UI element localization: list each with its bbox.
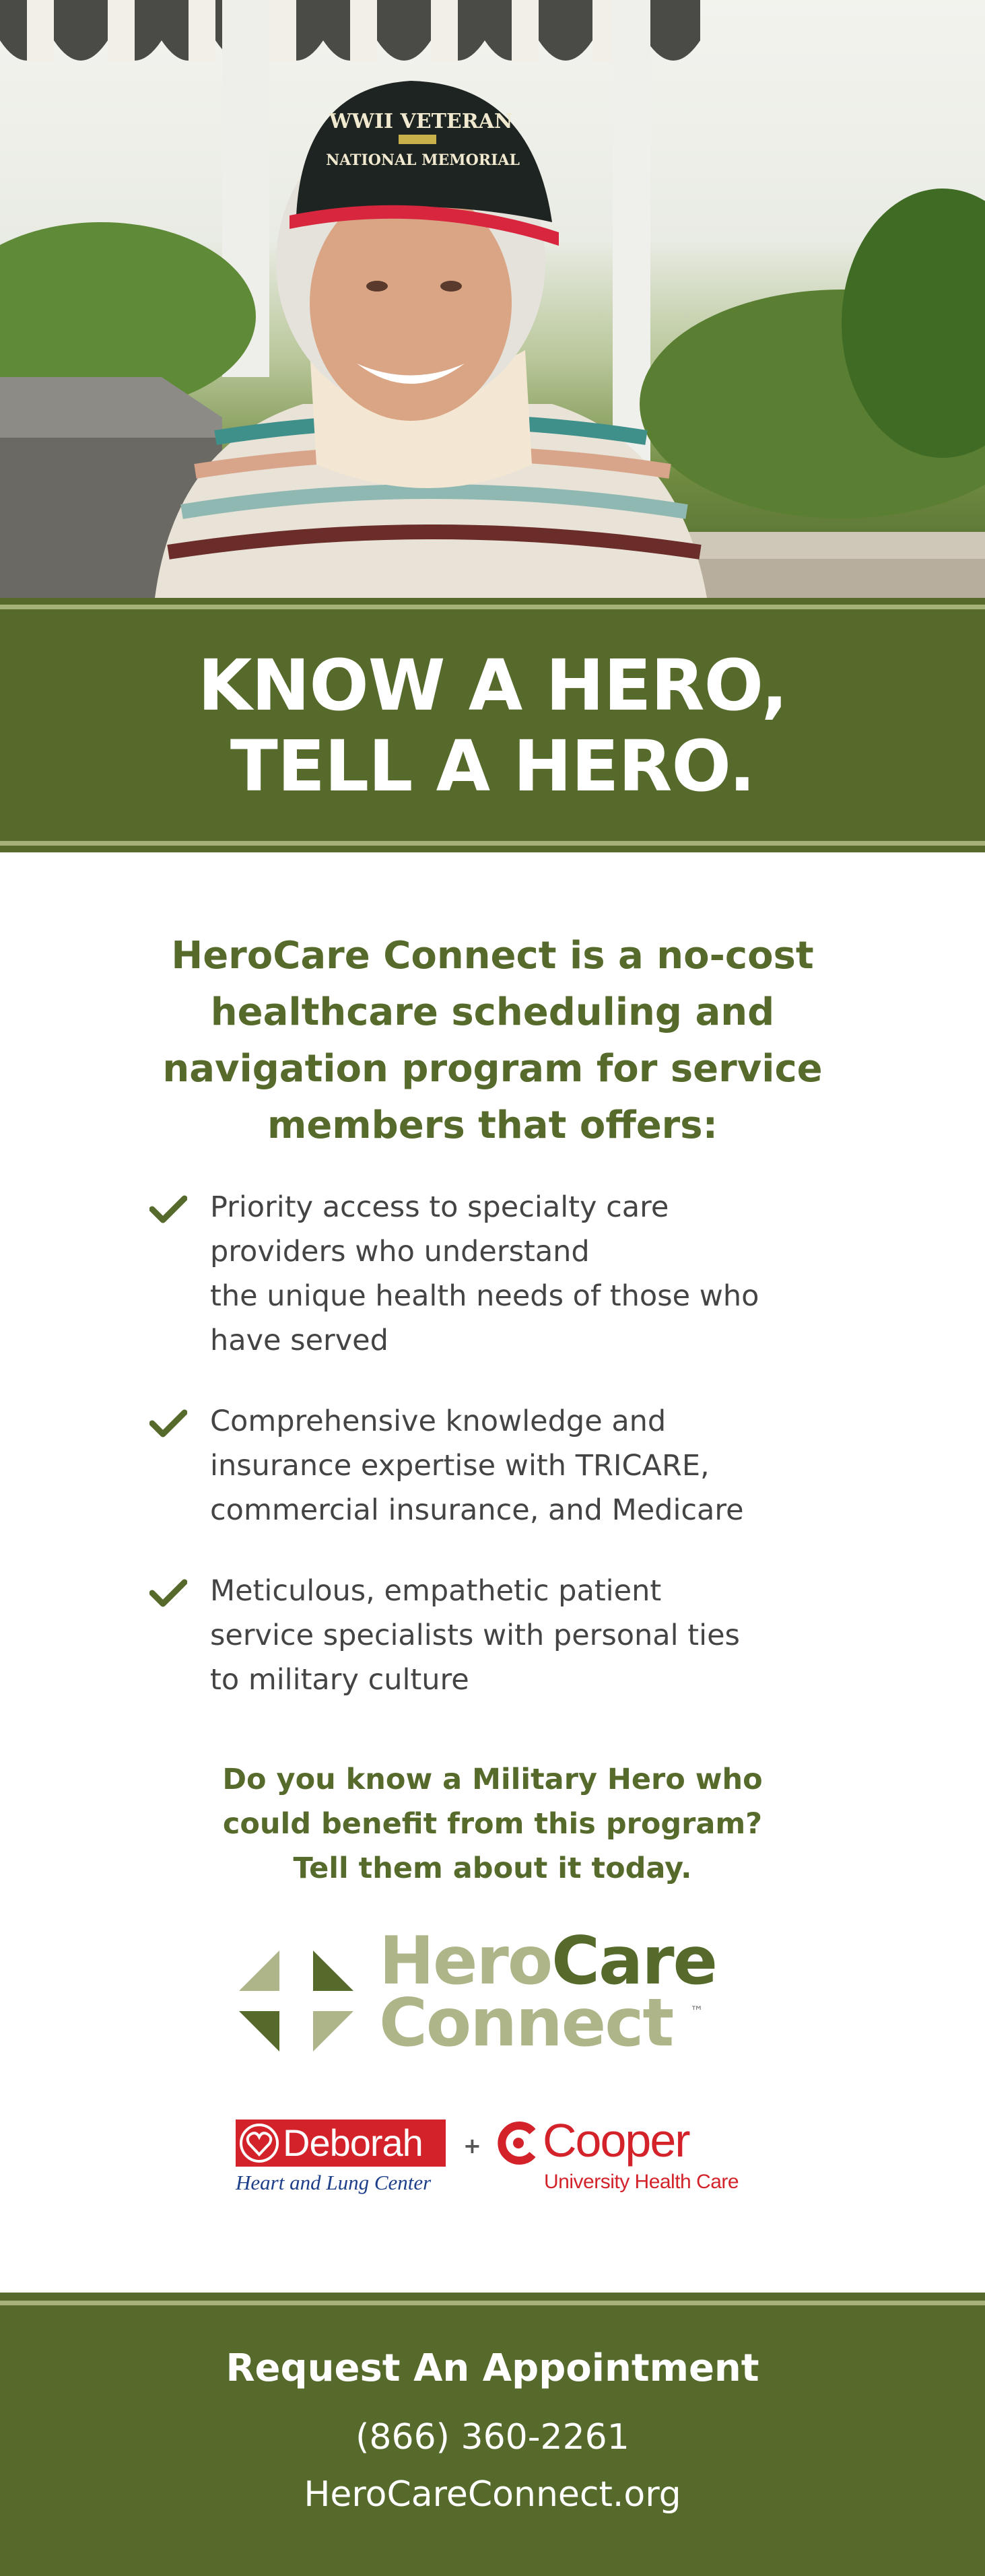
svg-text:WWII VETERAN: WWII VETERAN [329, 110, 513, 133]
bottom-divider-rule [0, 841, 985, 846]
deborah-subtitle: Heart and Lung Center [236, 2171, 432, 2194]
check-icon [149, 1578, 187, 1608]
partner-logos [236, 2115, 761, 2196]
phone-number[interactable]: (866) 360-2261 [355, 2417, 630, 2458]
benefit-text: Comprehensive knowledge and insurance expertise with TRICARE, commercial insurance, and Medicare [210, 1404, 744, 1527]
list-item [149, 1185, 850, 1363]
logo-wordmark [379, 1923, 716, 2062]
headline [0, 645, 985, 807]
check-icon [149, 1194, 187, 1224]
cooper-name: Cooper [543, 2114, 689, 2167]
check-icon [149, 1409, 187, 1438]
benefit-list [149, 1185, 850, 1738]
footer-band [0, 2293, 985, 2576]
list-item [149, 1569, 850, 1702]
herocare-connect-logo [239, 1923, 764, 2070]
website-link[interactable]: HeroCareConnect.org [304, 2474, 681, 2515]
headline-line-2: TELL A HERO. [230, 725, 755, 807]
benefit-text: Priority access to specialty care providers who understand the unique health needs of those who have served [210, 1190, 759, 1357]
headline-band [0, 598, 985, 852]
intro-text: HeroCare Connect is a no-cost healthcare scheduling and navigation program for service members that offers: [162, 934, 823, 1147]
headline-line-1: KNOW A HERO, [197, 644, 788, 726]
deborah-heart-icon [240, 2124, 279, 2163]
benefit-text: Meticulous, empathetic patient service specialists with personal ties to military culture [210, 1574, 740, 1697]
request-appointment-title: Request An Appointment [226, 2346, 759, 2390]
footer-divider-rule [0, 2301, 985, 2305]
photo-veteran-woman-icon [0, 0, 985, 598]
deborah-name: Deborah [283, 2122, 423, 2164]
cooper-c-icon [495, 2120, 542, 2167]
call-to-action-text: Do you know a Military Hero who could benefit from this program? Tell them about it today. [222, 1763, 763, 1885]
list-item [149, 1399, 850, 1532]
herocare-mark-icon [239, 1944, 353, 2058]
deborah-logo [236, 2120, 446, 2167]
hero-photo [0, 0, 985, 598]
trademark-symbol: ™ [690, 2003, 704, 2019]
logo-word-connect: Connect [379, 1985, 673, 2062]
svg-text:NATIONAL MEMORIAL: NATIONAL MEMORIAL [326, 151, 520, 169]
logo-word-hero: Hero [379, 1923, 552, 2000]
cooper-subtitle: University Health Care [544, 2171, 739, 2193]
plus-sign: + [463, 2133, 481, 2159]
top-divider-rule [0, 605, 985, 609]
logo-word-care: Care [551, 1923, 716, 2000]
